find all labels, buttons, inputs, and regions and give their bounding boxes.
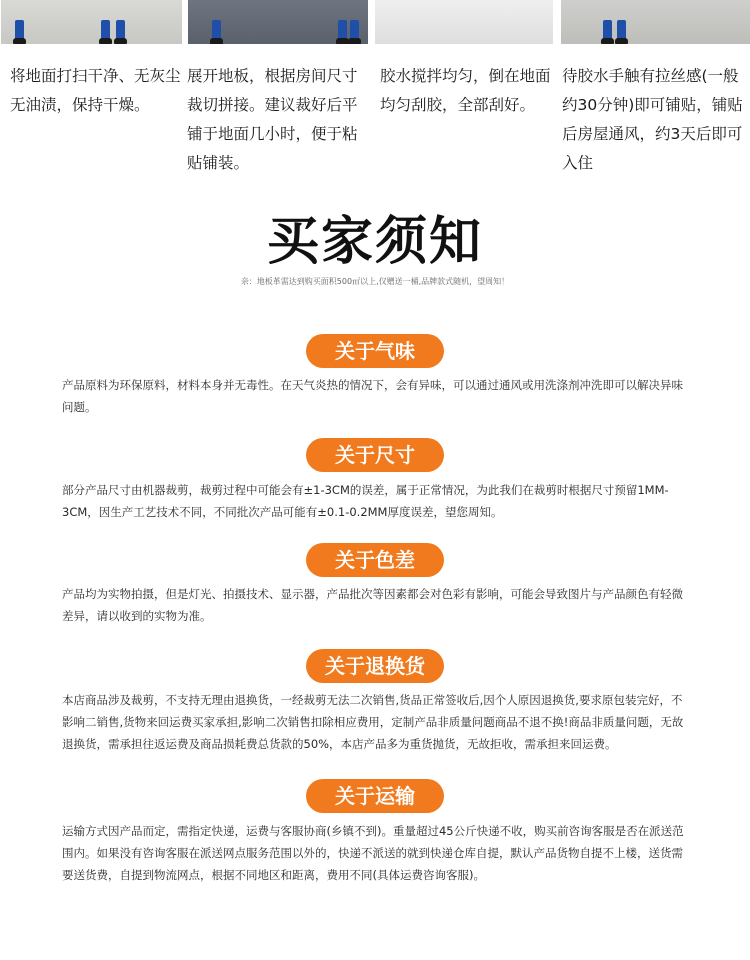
section-badge-odor: 关于气味: [306, 334, 444, 368]
worker-shoe: [114, 38, 127, 44]
worker-shoe: [13, 38, 26, 44]
page-title: 买家须知: [266, 212, 483, 272]
section-text-shipping: 运输方式因产品而定，需指定快递，运费与客服协商(乡镇不到)。重量超过45公斤快递不收，购买前咨询客服是否在派送范围内。如果没有咨询客服在派送网点服务范围以外的，快递不派送的就到快递仓库自提，默认产品货物自提不上楼，送货需要送货费，自提到物流网点，根据不同地区和距离，费用不同(具体运费咨询客服)。: [62, 824, 684, 882]
worker-shoe: [348, 38, 361, 44]
worker-shoe: [210, 38, 223, 44]
step-photo-clean-floor: [1, 0, 182, 44]
worker-leg: [212, 20, 221, 40]
step-photo-lay-floor: [561, 0, 750, 44]
section-badge-shipping: 关于运输: [306, 779, 444, 813]
floor-surface: [561, 0, 750, 44]
step-1-text: 将地面打扫干净、无灰尘无油渍，保持干燥。: [10, 67, 181, 114]
buyer-notice-header: [0, 210, 750, 287]
section-badge-returns: 关于退换货: [306, 649, 444, 683]
worker-leg: [116, 20, 125, 40]
section-badge-color-difference: 关于色差: [306, 543, 444, 577]
worker-leg: [350, 20, 359, 40]
worker-shoe: [99, 38, 112, 44]
step-4-text: 待胶水手触有拉丝感(一般约30分钟)即可铺贴，铺贴后房屋通风，约3天后即可入住: [562, 67, 743, 172]
worker-leg: [617, 20, 626, 40]
step-3-text: 胶水搅拌均匀，倒在地面均匀刮胶，全部刮好。: [380, 67, 551, 114]
worker-shoe: [601, 38, 614, 44]
installation-photo-strip: [0, 0, 750, 46]
step-photo-glue: [375, 0, 553, 44]
page-subtitle: 亲：地板革需达到购买面积500㎡以上,仅赠送一桶,品牌款式随机，望周知！: [240, 277, 510, 286]
worker-leg: [338, 20, 347, 40]
section-badge-size: 关于尺寸: [306, 438, 444, 472]
worker-leg: [15, 20, 24, 40]
worker-shoe: [615, 38, 628, 44]
worker-leg: [603, 20, 612, 40]
section-text-color-difference: 产品均为实物拍摄，但是灯光、拍摄技术、显示器，产品批次等因素都会对色彩有影响，可能会导致图片与产品颜色有轻微差异，请以收到的实物为准。: [62, 587, 683, 623]
step-photo-cut-floor: [188, 0, 368, 44]
floor-surface: [375, 0, 553, 44]
section-text-odor: 产品原料为环保原料，材料本身并无毒性。在天气炎热的情况下，会有异味，可以通过通风或用洗涤剂冲洗即可以解决异味问题。: [62, 378, 683, 414]
floor-surface: [1, 0, 182, 44]
worker-leg: [101, 20, 110, 40]
section-text-returns: 本店商品涉及裁剪，不支持无理由退换货，一经裁剪无法二次销售,货品正常签收后,因个人原因退换货,要求原包装完好，不影响二销售,货物来回运费买家承担,影响二次销售扣除相应费用，定制产品非质量问题商品不退不换!商品非质量问题，无故退换货，需承担往返运费及商品损耗费总货款的50%，本店产品多为重货抛货，无故拒收，需承担来回运费。: [62, 693, 684, 751]
step-2-text: 展开地板，根据房间尺寸裁切拼接。建议裁好后平铺于地面几小时，便于粘贴铺装。: [187, 67, 358, 172]
section-text-size: 部分产品尺寸由机器裁剪，裁剪过程中可能会有±1-3CM的误差，属于正常情况，为此我们在裁剪时根据尺寸预留1MM-3CM，因生产工艺技术不同，不同批次产品可能有±0.1-0.2MM厚度误差，望您周知。: [62, 483, 669, 519]
